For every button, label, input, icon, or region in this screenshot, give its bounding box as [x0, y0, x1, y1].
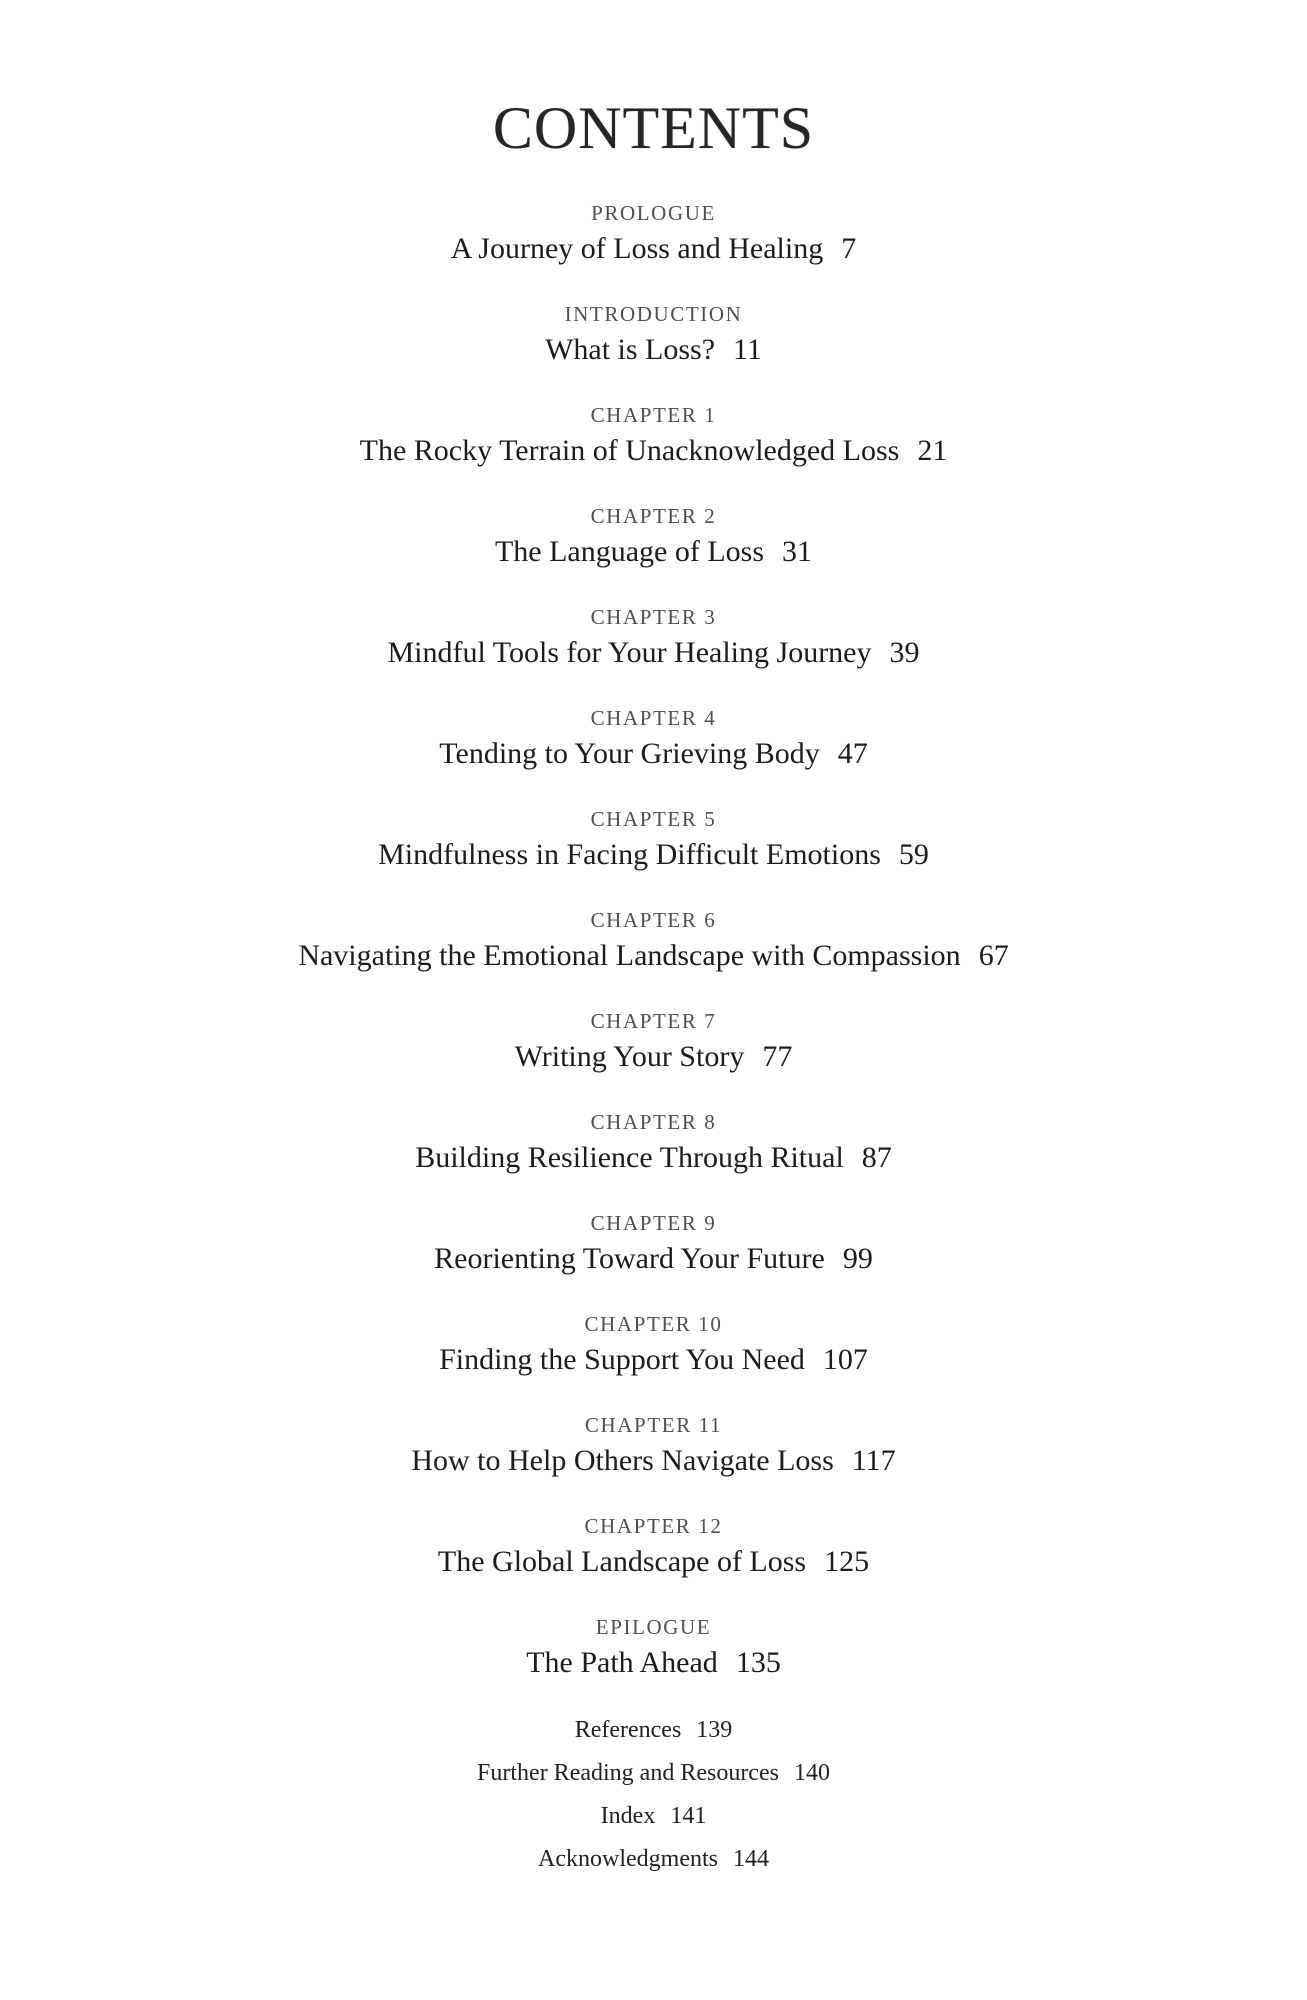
toc-back-matter-line — [0, 1847, 1307, 1871]
toc-back-matter-page-number: 139 — [696, 1717, 733, 1743]
toc-entry — [0, 1112, 1307, 1173]
toc-entry-title-line — [0, 638, 1307, 668]
toc-entry-heading: INTRODUCTION — [564, 302, 743, 326]
toc-entry-title-line — [0, 436, 1307, 466]
toc-entry-heading: CHAPTER 8 — [590, 1110, 717, 1134]
toc-entry-title-line — [0, 1648, 1307, 1678]
toc-entry-title: What is Loss? — [545, 333, 716, 366]
toc-entry-title: The Global Landscape of Loss — [437, 1545, 807, 1578]
toc-entry — [0, 910, 1307, 971]
toc-entry-title-line — [0, 1244, 1307, 1274]
toc-entry-heading: CHAPTER 4 — [590, 706, 717, 730]
toc-entry-title: Writing Your Story — [514, 1040, 745, 1073]
toc-entry-page-number: 11 — [733, 333, 762, 366]
toc-entry-heading: PROLOGUE — [591, 201, 716, 225]
toc-entry-page-number: 21 — [917, 434, 948, 467]
toc-entry — [0, 1011, 1307, 1072]
toc-entry-page-number: 99 — [842, 1242, 873, 1275]
toc-entry-page-number: 67 — [978, 939, 1009, 972]
toc-entry — [0, 405, 1307, 466]
toc-back-matter-page-number: 144 — [732, 1846, 769, 1872]
toc-entry-heading: CHAPTER 10 — [584, 1312, 723, 1336]
toc-entry-title-line — [0, 1143, 1307, 1173]
toc-entry-heading: CHAPTER 9 — [590, 1211, 717, 1235]
toc-entry-title-line — [0, 1042, 1307, 1072]
toc-entry — [0, 1415, 1307, 1476]
toc-entry — [0, 1617, 1307, 1678]
toc-entry-heading: CHAPTER 12 — [584, 1514, 723, 1538]
toc-entry-title-line — [0, 1547, 1307, 1577]
toc-entry — [0, 1516, 1307, 1577]
toc-entry — [0, 708, 1307, 769]
page-title: CONTENTS — [492, 95, 815, 161]
toc-entry-title-line — [0, 739, 1307, 769]
toc-entry-page-number: 107 — [822, 1343, 868, 1376]
toc-entry-heading: CHAPTER 3 — [590, 605, 717, 629]
toc-entry-title-line — [0, 234, 1307, 264]
toc-entry-page-number: 77 — [762, 1040, 793, 1073]
toc-entry-title: Mindfulness in Facing Difficult Emotions — [378, 838, 881, 871]
toc-entry-page-number: 47 — [837, 737, 868, 770]
toc-entry-heading: CHAPTER 6 — [590, 908, 717, 932]
toc-entry-page-number: 31 — [782, 535, 813, 568]
toc-back-matter-title: References — [574, 1717, 682, 1743]
toc-entry-title-line — [0, 335, 1307, 365]
toc-entry-title: Navigating the Emotional Landscape with Compassion — [298, 939, 961, 972]
toc-entry-title: How to Help Others Navigate Loss — [411, 1444, 834, 1477]
toc-entry-title: A Journey of Loss and Healing — [450, 232, 824, 265]
toc-entry-page-number: 59 — [898, 838, 929, 871]
toc-entry-title: The Rocky Terrain of Unacknowledged Loss — [359, 434, 900, 467]
toc-entry-title-line — [0, 840, 1307, 870]
toc-entry-title: Building Resilience Through Ritual — [415, 1141, 844, 1174]
toc-entry-title: Tending to Your Grieving Body — [439, 737, 820, 770]
toc-entry-title: The Path Ahead — [526, 1646, 718, 1679]
toc-entry — [0, 203, 1307, 264]
toc-entry-title-line — [0, 941, 1307, 971]
toc-entry-title: Mindful Tools for Your Healing Journey — [387, 636, 872, 669]
toc-entry-page-number: 7 — [841, 232, 857, 265]
toc-entry-title: The Language of Loss — [494, 535, 765, 568]
toc-entry-heading: CHAPTER 11 — [584, 1413, 723, 1437]
toc-back-matter-line — [0, 1718, 1307, 1742]
toc-back-matter-title: Index — [600, 1803, 656, 1829]
toc-entry-heading: CHAPTER 2 — [590, 504, 717, 528]
toc-entry-heading: CHAPTER 5 — [590, 807, 717, 831]
toc-entry — [0, 304, 1307, 365]
toc-entry-heading: CHAPTER 7 — [590, 1009, 717, 1033]
toc-entry — [0, 1213, 1307, 1274]
toc-back-matter-list — [0, 1718, 1307, 1871]
toc-back-matter-title: Acknowledgments — [538, 1846, 718, 1872]
toc-back-matter-line — [0, 1761, 1307, 1785]
toc-entry — [0, 809, 1307, 870]
toc-entry-page-number: 39 — [889, 636, 920, 669]
toc-entry-heading: CHAPTER 1 — [590, 403, 717, 427]
toc-entry-title-line — [0, 537, 1307, 567]
toc-entry — [0, 1314, 1307, 1375]
toc-back-matter-page-number: 141 — [670, 1803, 707, 1829]
toc-back-matter-title: Further Reading and Resources — [477, 1760, 779, 1786]
toc-entry — [0, 607, 1307, 668]
toc-entry-heading: EPILOGUE — [595, 1615, 712, 1639]
toc-entry-title-line — [0, 1446, 1307, 1476]
toc-entry-title-line — [0, 1345, 1307, 1375]
toc-entry-page-number: 135 — [735, 1646, 781, 1679]
toc-entry-title: Finding the Support You Need — [439, 1343, 805, 1376]
toc-entry-list — [0, 203, 1307, 1678]
toc-entry-page-number: 117 — [851, 1444, 896, 1477]
toc-entry-page-number: 87 — [861, 1141, 892, 1174]
toc-entry — [0, 506, 1307, 567]
toc-back-matter-line — [0, 1804, 1307, 1828]
toc-entry-page-number: 125 — [824, 1545, 870, 1578]
toc-back-matter-page-number: 140 — [793, 1760, 830, 1786]
toc-entry-title: Reorienting Toward Your Future — [434, 1242, 825, 1275]
